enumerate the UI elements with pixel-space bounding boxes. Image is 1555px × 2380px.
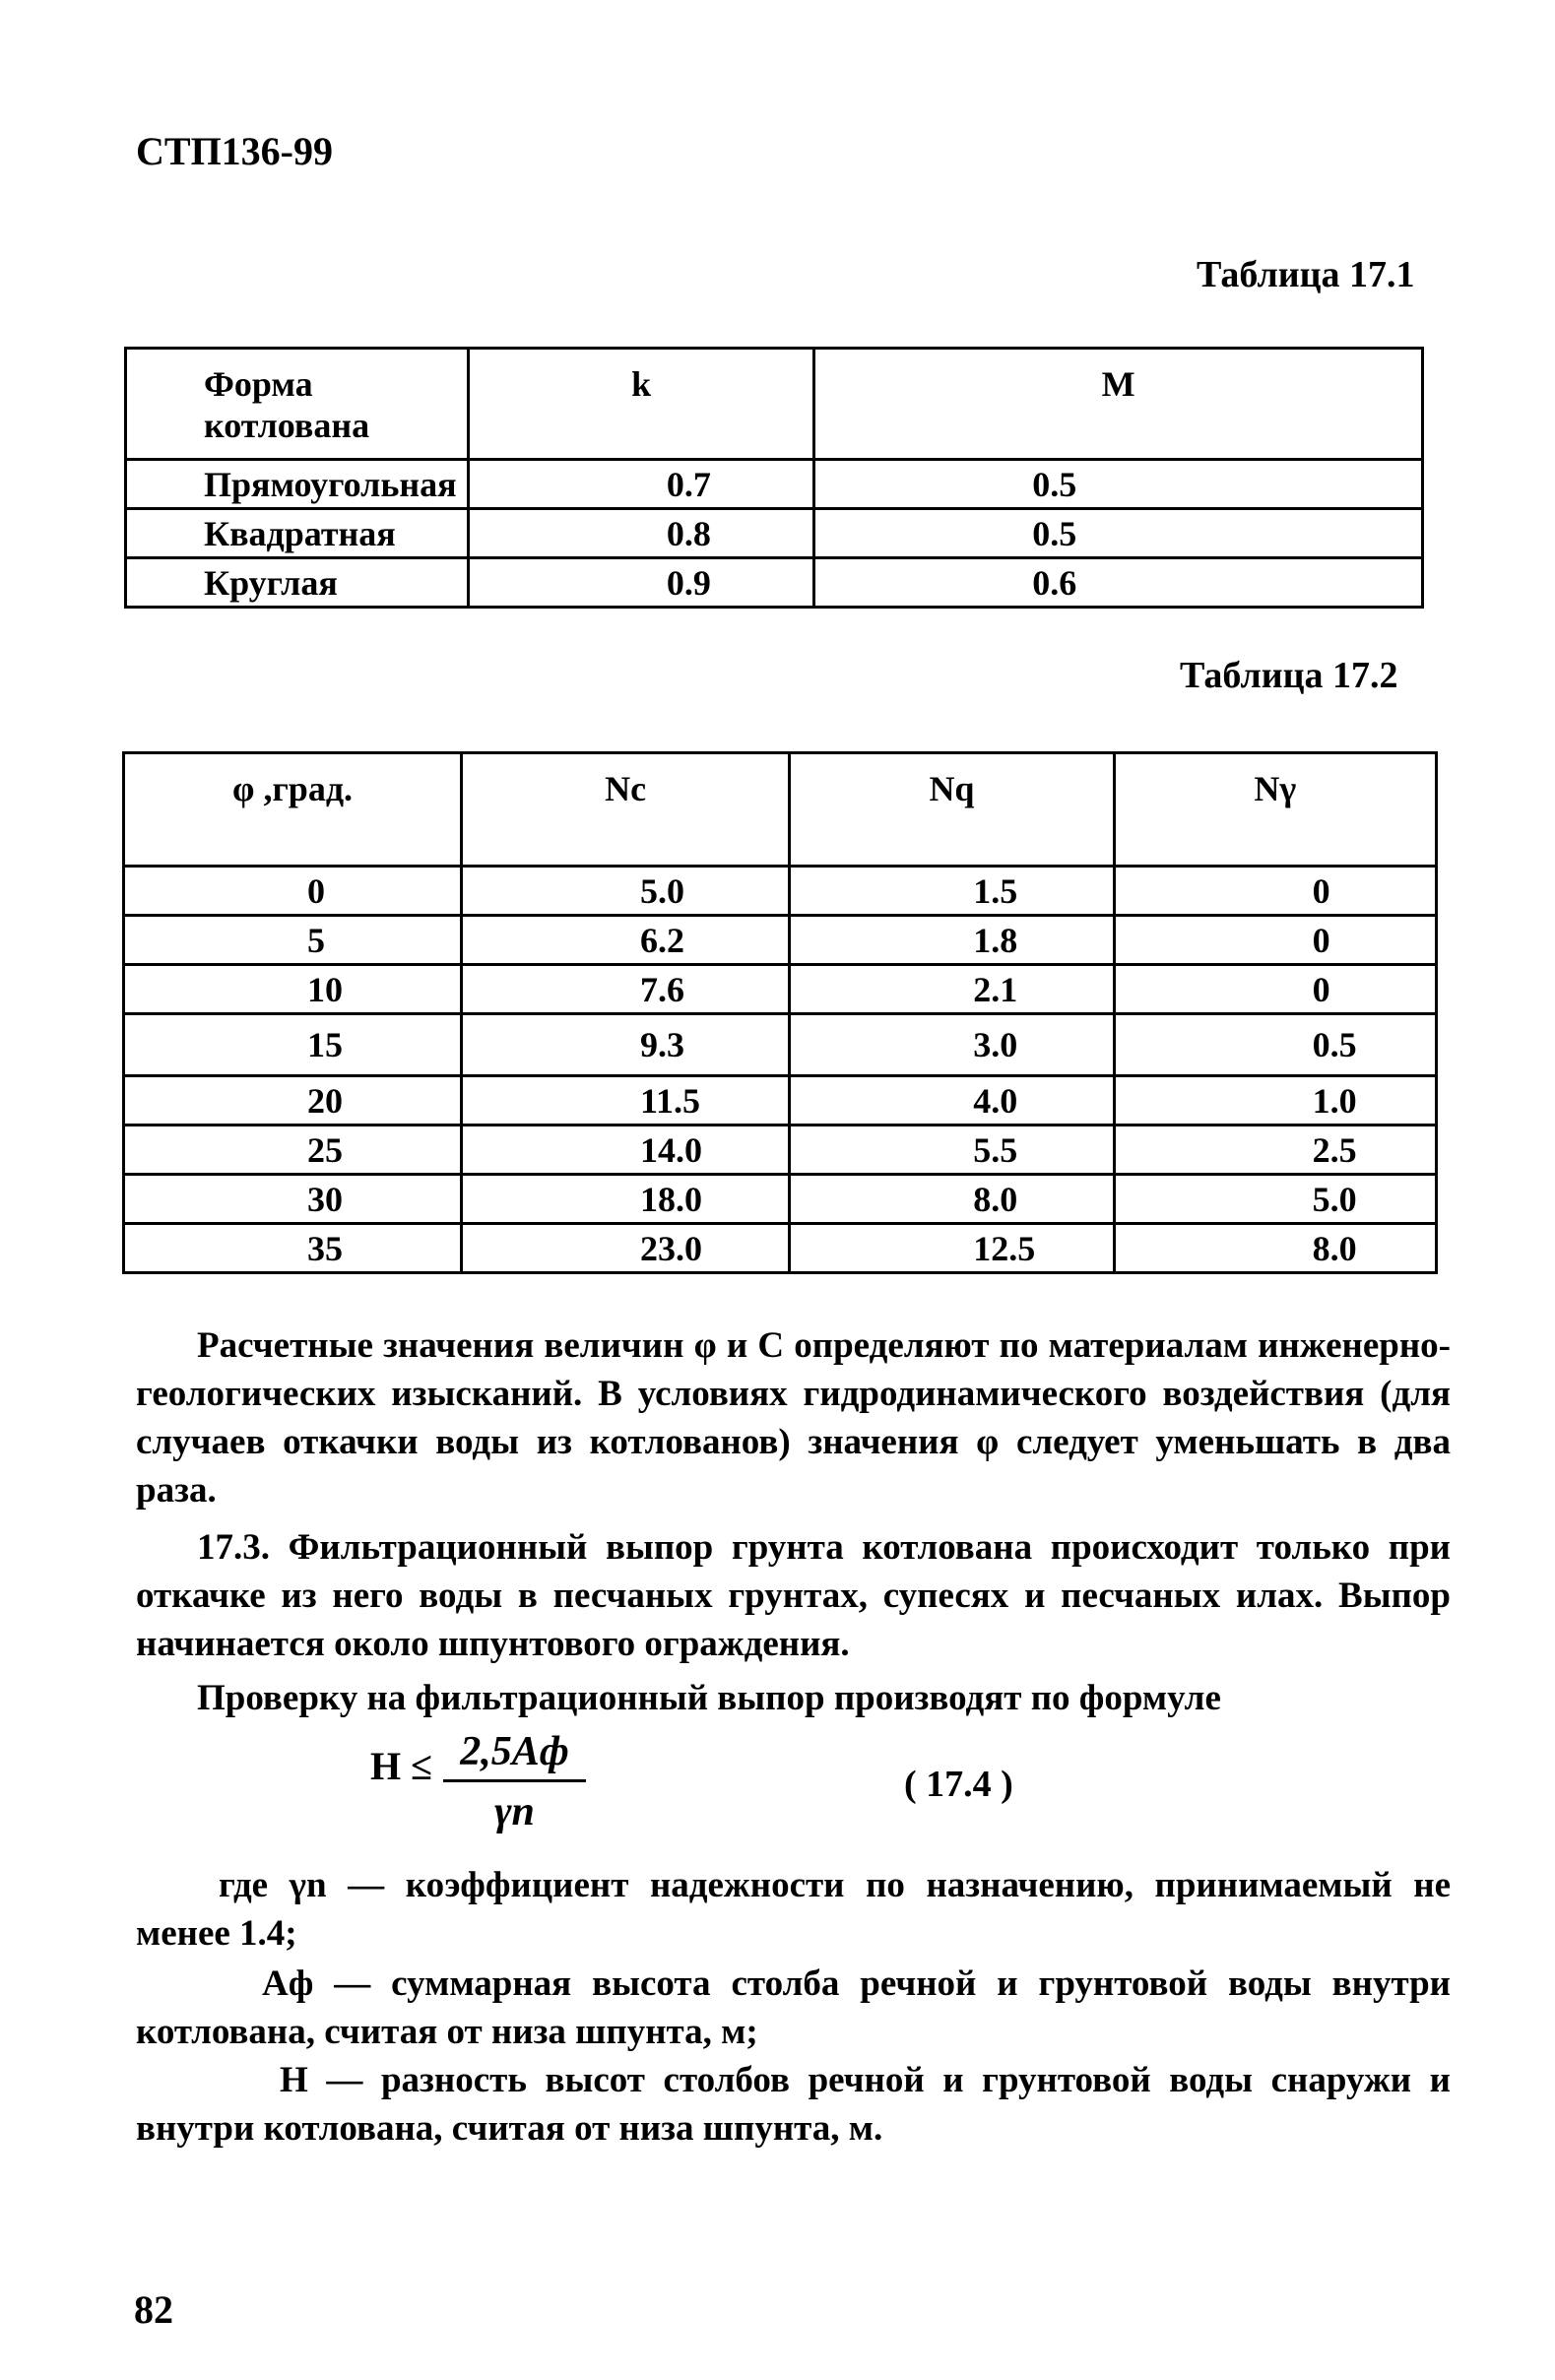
table-cell: 0 bbox=[1114, 965, 1436, 1014]
table-17-1-caption: Таблица 17.1 bbox=[1197, 254, 1415, 295]
table-cell: 5 bbox=[124, 916, 462, 965]
column-header: Nq bbox=[790, 753, 1114, 867]
table-cell: 0.5 bbox=[1114, 1014, 1436, 1076]
formula-number: ( 17.4 ) bbox=[904, 1764, 1013, 1805]
table-cell: 20 bbox=[124, 1076, 462, 1126]
column-header: φ ,град. bbox=[124, 753, 462, 867]
table-cell: 30 bbox=[124, 1175, 462, 1224]
table-cell: 5.5 bbox=[790, 1126, 1114, 1175]
table-row bbox=[126, 558, 1423, 608]
definition-text: H — разность высот столбов речной и грунтовой воды снаружи и внутри котлована, считая от низа шпунта, м. bbox=[136, 2060, 1451, 2149]
column-header: k bbox=[468, 349, 813, 460]
table-cell: 9.3 bbox=[462, 1014, 790, 1076]
table-cell: 2.5 bbox=[1114, 1126, 1436, 1175]
table-cell: 0.5 bbox=[814, 509, 1423, 558]
table-cell: 25 bbox=[124, 1126, 462, 1175]
table-cell: 15 bbox=[124, 1014, 462, 1076]
formula-fraction bbox=[443, 1728, 586, 1835]
table-row bbox=[126, 509, 1423, 558]
table-cell: Прямоугольная bbox=[126, 460, 469, 509]
table-cell: 0.9 bbox=[468, 558, 813, 608]
column-header: Nc bbox=[462, 753, 790, 867]
table-cell: 7.6 bbox=[462, 965, 790, 1014]
paragraph-17-3: 17.3. Фильтрационный выпор грунта котлована происходит только при откачке из него воды в песчаных грунтах, супесях и песчаных илах. Выпор начинается около шпунтового ограждения. bbox=[136, 1527, 1451, 1664]
formula-lhs: H ≤ bbox=[370, 1744, 433, 1788]
table-cell: 10 bbox=[124, 965, 462, 1014]
page-number: 82 bbox=[134, 2287, 173, 2332]
table-row bbox=[124, 867, 1437, 916]
table-header-row bbox=[124, 753, 1437, 867]
table-cell: 0 bbox=[1114, 916, 1436, 965]
table-cell: 12.5 bbox=[790, 1224, 1114, 1273]
table-cell: 0.8 bbox=[468, 509, 813, 558]
column-header: Nγ bbox=[1114, 753, 1436, 867]
definition-text: где γn — коэффициент надежности по назначению, принимаемый не менее 1.4; bbox=[136, 1865, 1451, 1954]
definition-a-phi bbox=[136, 1960, 1451, 2056]
table-cell: 14.0 bbox=[462, 1126, 790, 1175]
table-cell: 1.5 bbox=[790, 867, 1114, 916]
table-cell: 0 bbox=[124, 867, 462, 916]
table-cell: 1.0 bbox=[1114, 1076, 1436, 1126]
table-cell: 4.0 bbox=[790, 1076, 1114, 1126]
table-cell: 0.7 bbox=[468, 460, 813, 509]
paragraph-check-formula-intro: Проверку на фильтрационный выпор производят по формуле bbox=[197, 1678, 1221, 1718]
table-cell: 11.5 bbox=[462, 1076, 790, 1126]
table-header-row bbox=[126, 349, 1423, 460]
definition-h bbox=[136, 2056, 1451, 2153]
table-row bbox=[124, 916, 1437, 965]
table-cell: 8.0 bbox=[1114, 1224, 1436, 1273]
table-cell: Круглая bbox=[126, 558, 469, 608]
paragraph-design-values: Расчетные значения величин φ и С определяют по материалам инженерно-геологических изысканий. В условиях гидродинамического воздействия (для случаев откачки воды из котлованов) значения φ следует уменьшать в два раза. bbox=[136, 1325, 1451, 1511]
table-cell: 5.0 bbox=[1114, 1175, 1436, 1224]
table-17-2 bbox=[122, 751, 1438, 1274]
formula-denominator: γn bbox=[494, 1789, 535, 1834]
table-cell: 5.0 bbox=[462, 867, 790, 916]
table-cell: 2.1 bbox=[790, 965, 1114, 1014]
column-header: Форма котлована bbox=[126, 349, 469, 460]
table-cell: 0.6 bbox=[814, 558, 1423, 608]
table-cell: 1.8 bbox=[790, 916, 1114, 965]
table-row bbox=[126, 460, 1423, 509]
definition-gamma-n bbox=[136, 1861, 1451, 1958]
table-row bbox=[124, 1014, 1437, 1076]
table-row bbox=[124, 1076, 1437, 1126]
table-cell: Квадратная bbox=[126, 509, 469, 558]
table-cell: 23.0 bbox=[462, 1224, 790, 1273]
table-row bbox=[124, 1224, 1437, 1273]
table-cell: 3.0 bbox=[790, 1014, 1114, 1076]
column-header: M bbox=[814, 349, 1423, 460]
table-cell: 8.0 bbox=[790, 1175, 1114, 1224]
table-cell: 6.2 bbox=[462, 916, 790, 965]
table-row bbox=[124, 965, 1437, 1014]
table-17-2-caption: Таблица 17.2 bbox=[1180, 655, 1398, 696]
table-row bbox=[124, 1126, 1437, 1175]
definition-text: Aф — суммарная высота столба речной и грунтовой воды внутри котлована, считая от низа шпунта, м; bbox=[136, 1963, 1451, 2052]
table-row bbox=[124, 1175, 1437, 1224]
table-cell: 35 bbox=[124, 1224, 462, 1273]
table-cell: 18.0 bbox=[462, 1175, 790, 1224]
table-cell: 0.5 bbox=[814, 460, 1423, 509]
document-code: СТП136-99 bbox=[136, 129, 333, 173]
table-cell: 0 bbox=[1114, 867, 1436, 916]
table-17-1 bbox=[124, 347, 1424, 609]
formula-numerator: 2,5Aф bbox=[443, 1728, 586, 1782]
